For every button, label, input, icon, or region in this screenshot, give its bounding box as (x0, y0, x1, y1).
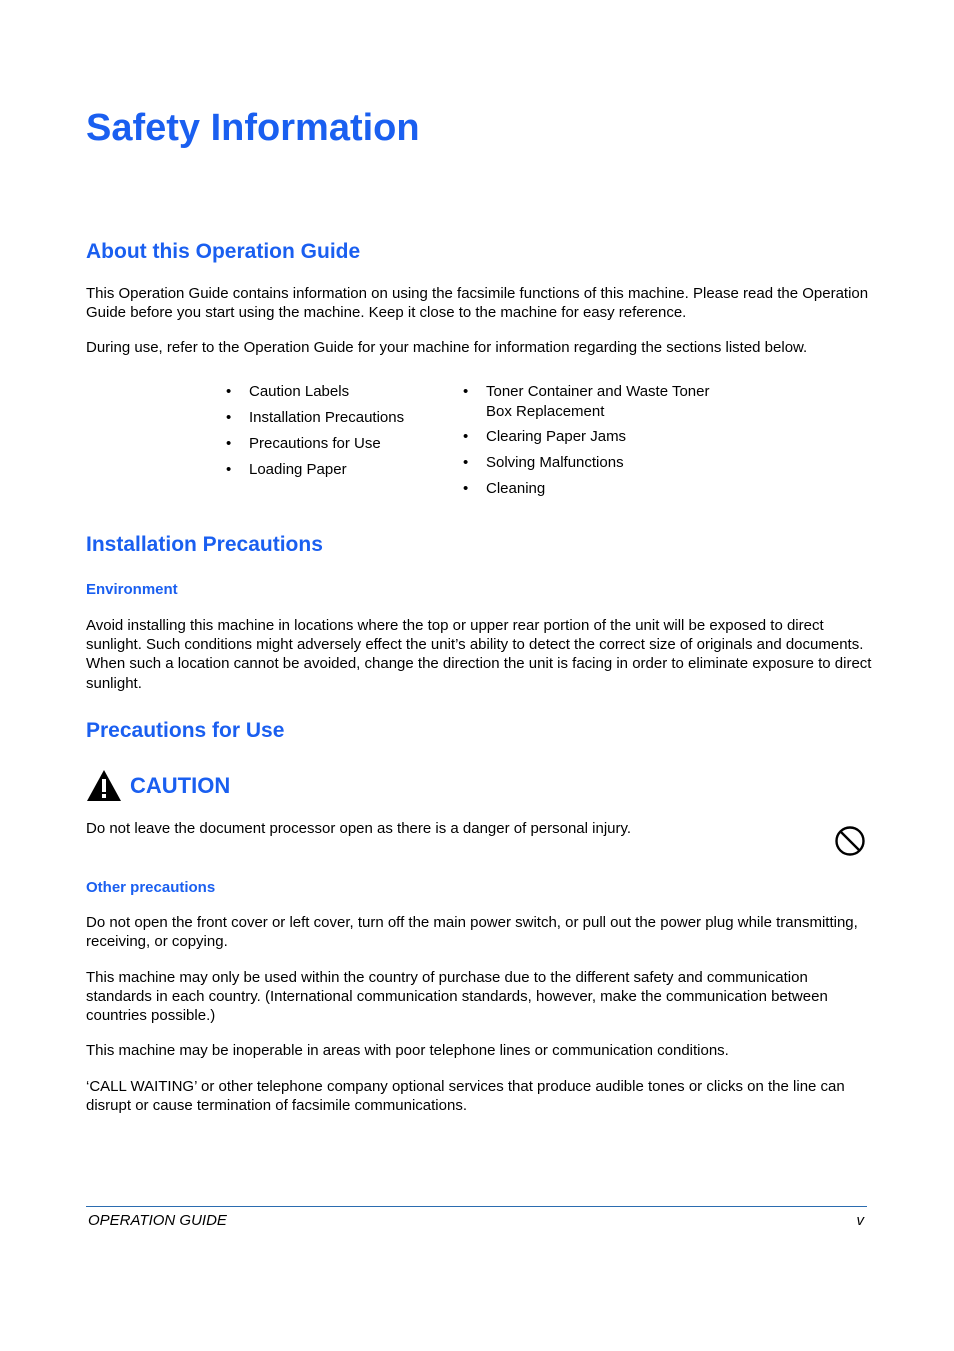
other-paragraph-1: Do not open the front cover or left cover, turn off the main power switch, or pull out the power plug while transmitting, receiving, or copying. (86, 914, 858, 951)
list-item: • Toner Container and Waste Toner Box Replacement (463, 383, 710, 420)
other-paragraph-4: ‘CALL WAITING’ or other telephone company optional services that produce audible tones or clicks on the line can disrupt or cause termination of facsimile communications. (86, 1078, 845, 1115)
about-paragraph-2: During use, refer to the Operation Guide for your machine for information regarding the sections listed below. (86, 339, 808, 356)
list-item: • Caution Labels (226, 383, 350, 400)
section-list-right (463, 382, 723, 499)
environment-paragraph: Avoid installing this machine in locations where the top or upper rear portion of the unit will be exposed to direct sunlight. Such conditions might adversely effect the unit’s ability to detect the correct size of originals and documents. When such a location cannot be avoided, change the direction the unit is facing in order to eliminate exposure to direct sunlight. (86, 617, 872, 692)
list-item: • Cleaning (463, 480, 546, 497)
caution-label: CAUTION (130, 773, 231, 798)
other-paragraph-2: This machine may only be used within the country of purchase due to the different safety and communication standards in each country. (International communication standards, however, make the communication between countries possible.) (86, 969, 828, 1025)
list-item: • Loading Paper (226, 461, 347, 478)
page-title: Safety Information (86, 107, 420, 149)
other-paragraph-3: This machine may be inoperable in areas with poor telephone lines or communication conditions. (86, 1042, 729, 1059)
warning-triangle-icon (86, 769, 122, 803)
list-item: • Solving Malfunctions (463, 454, 624, 471)
list-item: • Clearing Paper Jams (463, 428, 627, 445)
list-item: • Precautions for Use (226, 435, 381, 452)
page-number: v (856, 1212, 864, 1229)
other-precautions-subheading: Other precautions (86, 879, 216, 896)
precautions-heading: Precautions for Use (86, 719, 285, 742)
section-list-left (226, 382, 446, 480)
environment-subheading: Environment (86, 581, 178, 598)
about-heading: About this Operation Guide (86, 240, 361, 263)
about-paragraph-1: This Operation Guide contains information on using the facsimile functions of this machine. Please read the Operation Guide before you start using the machine. Keep it close to the machine for easy reference. (86, 285, 869, 322)
footer-guide-title: OPERATION GUIDE (88, 1212, 227, 1229)
list-item: • Installation Precautions (226, 409, 405, 426)
prohibition-icon (834, 825, 866, 857)
footer-divider (86, 1206, 867, 1207)
caution-paragraph: Do not leave the document processor open as there is a danger of personal injury. (86, 820, 632, 837)
installation-heading: Installation Precautions (86, 533, 323, 556)
caution-header (86, 768, 230, 804)
